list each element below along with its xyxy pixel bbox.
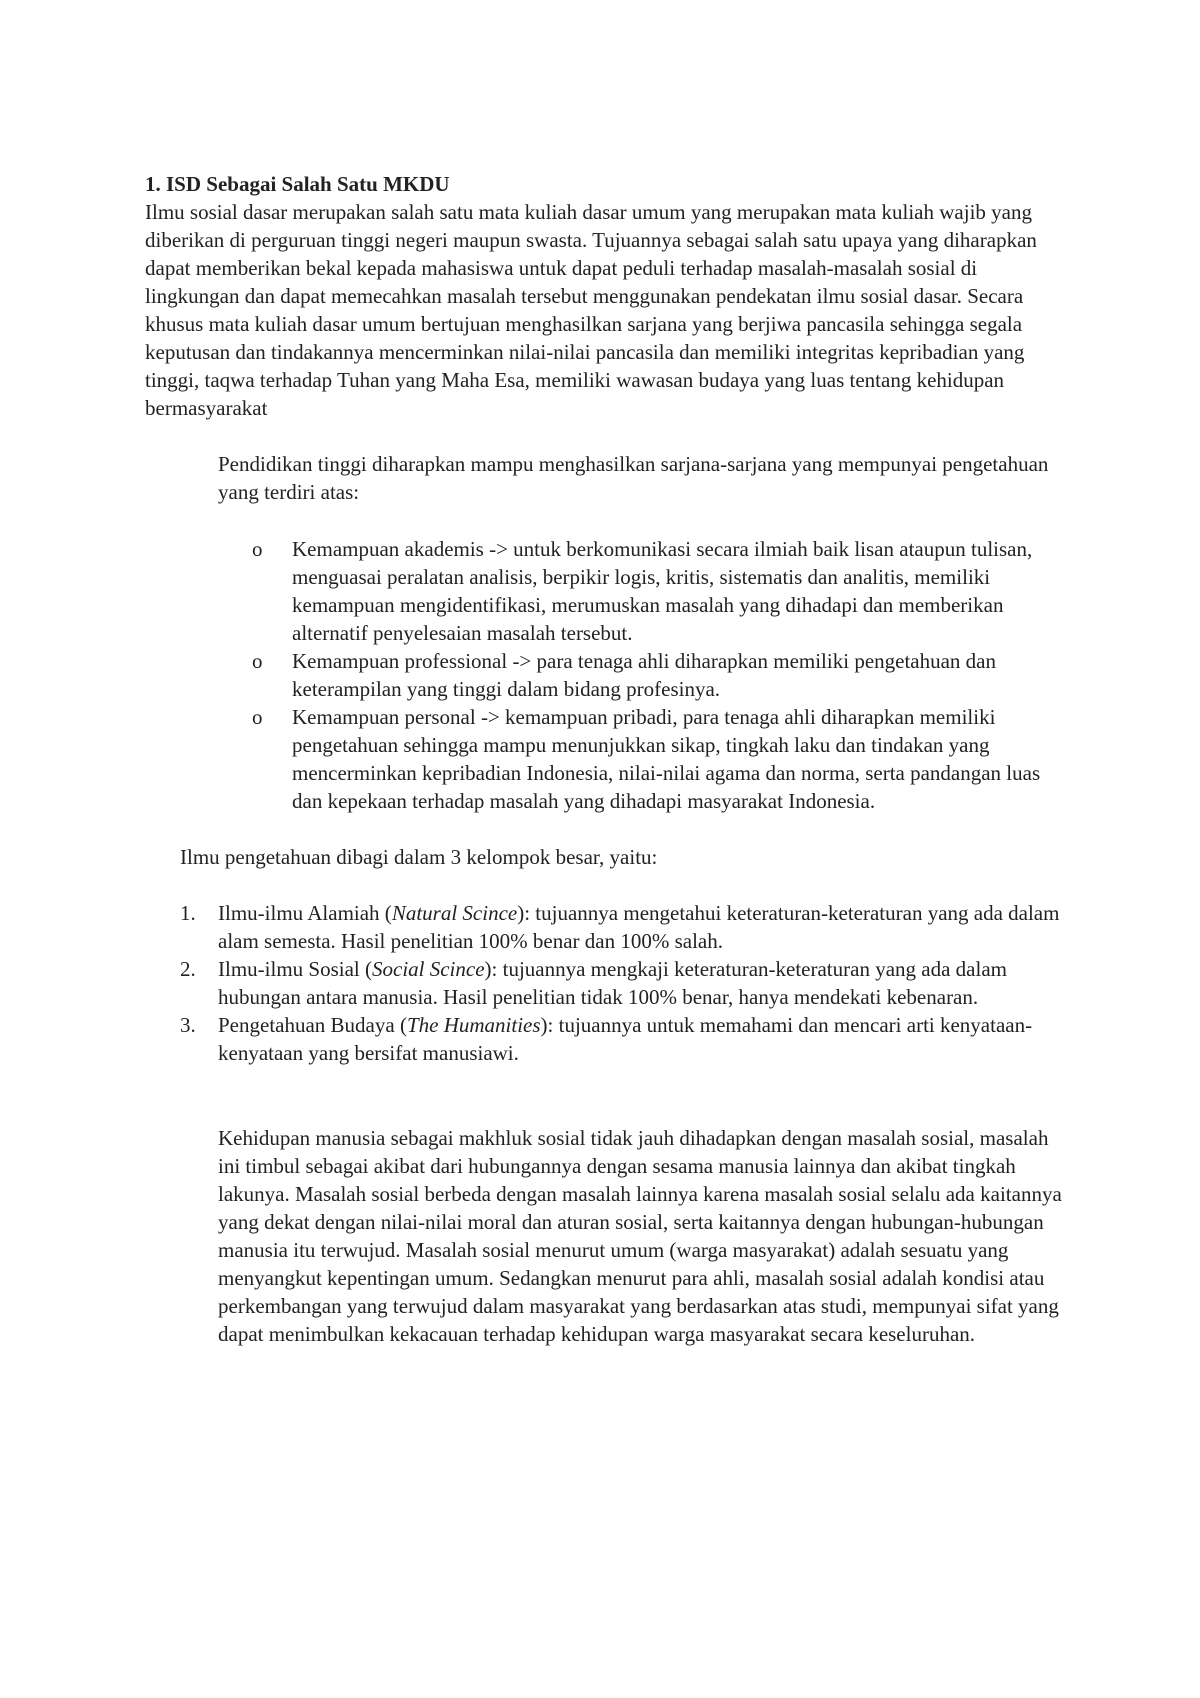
list-item-text: Kemampuan personal -> kemampuan pribadi, para tenaga ahli diharapkan memiliki pengetahuan sehingga mampu menunjukkan sikap, tingkah laku dan tindakan yang mencerminkan kepribadian Indonesia, nilai-nilai agama dan norma, serta pandangan luas dan kepekaan terhadap masalah yang dihadapi masyarakat Indonesia. [292,705,1041,813]
list-item [252,535,1075,647]
list-item [252,703,1075,815]
intro-paragraph: Ilmu sosial dasar merupakan salah satu mata kuliah dasar umum yang merupakan mata kuliah wajib yang diberikan di perguruan tinggi negeri maupun swasta. Tujuannya sebagai salah satu upaya yang diharapkan dapat memberikan bekal kepada mahasiswa untuk dapat peduli terhadap masalah-masalah sosial di lingkungan dan dapat memecahkan masalah tersebut menggunakan pendekatan ilmu sosial dasar. Secara khusus mata kuliah dasar umum bertujuan menghasilkan sarjana yang berjiwa pancasila sehingga segala keputusan dan tindakannya mencerminkan nilai-nilai pancasila dan memiliki integritas kepribadian yang tinggi, taqwa terhadap Tuhan yang Maha Esa, memiliki wawasan budaya yang luas tentang kehidupan bermasyarakat [145,200,1037,420]
section-heading: 1. ISD Sebagai Salah Satu MKDU [145,172,450,196]
list-item-text-before: Ilmu-ilmu Sosial ( [218,957,372,981]
list-item [180,899,1075,955]
list-item-italic-term: The Humanities [406,1013,541,1037]
science-groups-intro: Ilmu pengetahuan dibagi dalam 3 kelompok besar, yaitu: [180,845,658,869]
list-item-text-after: ): tujuannya untuk memahami dan mencari arti kenyataan-kenyataan yang bersifat manusiawi. [218,1013,1033,1065]
list-number: 1. [180,901,196,925]
list-item-text-after: ): tujuannya mengetahui keteraturan-keteraturan yang ada dalam alam semesta. Hasil penelitian 100% benar dan 100% salah. [218,901,1060,953]
document-page [145,170,1075,1348]
list-number: 3. [180,1013,196,1037]
list-item-text-after: ): tujuannya mengkaji keteraturan-keteraturan yang ada dalam hubungan antara manusia. Hasil penelitian tidak 100% benar, hanya mendekati kebenaran. [218,957,1007,1009]
list-item [252,647,1075,703]
list-item [180,1011,1075,1067]
list-item-italic-term: Natural Scince [391,901,518,925]
list-number: 2. [180,957,196,981]
list-item-text: Kemampuan akademis -> untuk berkomunikasi secara ilmiah baik lisan ataupun tulisan, menguasai peralatan analisis, berpikir logis, kritis, sistematis dan analitis, memiliki kemampuan mengidentifikasi, merumuskan masalah yang dihadapi dan memberikan alternatif penyelesaian masalah tersebut. [292,537,1033,645]
bullet-marker: o [252,537,263,561]
list-item-text-before: Ilmu-ilmu Alamiah ( [218,901,392,925]
list-item-text-before: Pengetahuan Budaya ( [218,1013,407,1037]
abilities-list [145,535,1075,815]
higher-education-intro: Pendidikan tinggi diharapkan mampu menghasilkan sarjana-sarjana yang mempunyai pengetahuan yang terdiri atas: [218,452,1049,504]
closing-paragraph: Kehidupan manusia sebagai makhluk sosial tidak jauh dihadapkan dengan masalah sosial, masalah ini timbul sebagai akibat dari hubungannya dengan sesama manusia lainnya dan akibat tingkah lakunya. Masalah sosial berbeda dengan masalah lainnya karena masalah sosial selalu ada kaitannya yang dekat dengan nilai-nilai moral dan aturan sosial, serta kaitannya dengan hubungan-hubungan manusia itu terwujud. Masalah sosial menurut umum (warga masyarakat) adalah sesuatu yang menyangkut kepentingan umum. Sedangkan menurut para ahli, masalah sosial adalah kondisi atau perkembangan yang terwujud dalam masyarakat yang berdasarkan atas studi, mempunyai sifat yang dapat menimbulkan kekacauan terhadap kehidupan warga masyarakat secara keseluruhan. [218,1126,1062,1346]
bullet-marker: o [252,705,263,729]
science-groups-list [145,899,1075,1067]
bullet-marker: o [252,649,263,673]
list-item-text: Kemampuan professional -> para tenaga ahli diharapkan memiliki pengetahuan dan keterampilan yang tinggi dalam bidang profesinya. [292,649,997,701]
list-item-italic-term: Social Scince [372,957,485,981]
list-item [180,955,1075,1011]
